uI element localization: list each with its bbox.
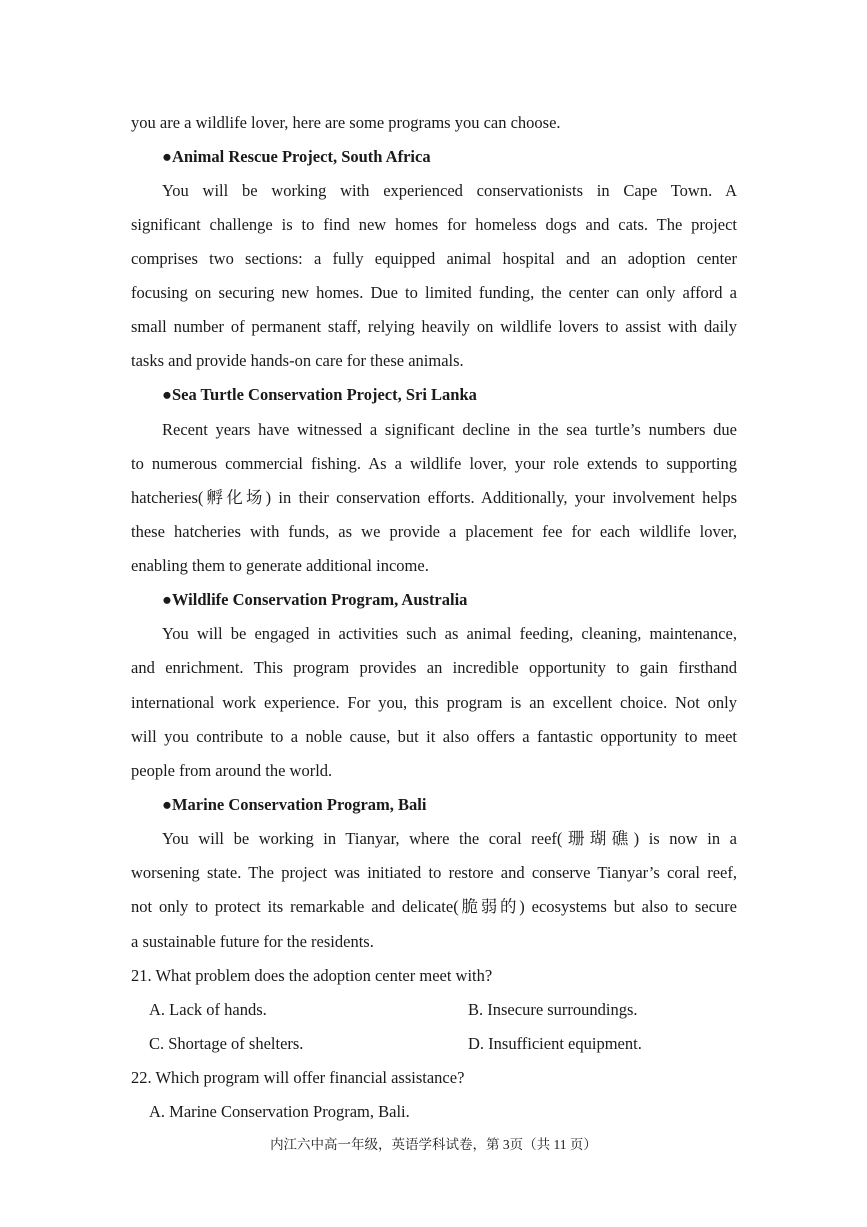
question-21-option-d: D. Insufficient equipment.	[468, 1034, 642, 1053]
paragraph-line: worsening state. The project was initiated to restore and conserve Tianyar’s coral reef,	[131, 863, 737, 882]
paragraph-line: will you contribute to a noble cause, but it also offers a fantastic opportunity to meet	[131, 727, 737, 746]
section-heading-wildlife-conservation: ●Wildlife Conservation Program, Australia	[162, 590, 468, 609]
page-footer: 内江六中高一年级，英语学科试卷，第 3页（共 11 页）	[270, 1137, 597, 1152]
paragraph-line: international work experience. For you, this program is an excellent choice. Not only	[131, 693, 737, 712]
section-heading-marine-conservation: ●Marine Conservation Program, Bali	[162, 795, 427, 814]
paragraph-line: enabling them to generate additional income.	[131, 556, 429, 575]
question-22-option-a: A. Marine Conservation Program, Bali.	[149, 1102, 410, 1121]
intro-line: you are a wildlife lover, here are some programs you can choose.	[131, 113, 561, 132]
paragraph-line: these hatcheries with funds, as we provide a placement fee for each wildlife lover,	[131, 522, 737, 541]
paragraph-line: and enrichment. This program provides an incredible opportunity to gain firsthand	[131, 658, 737, 677]
paragraph-line: people from around the world.	[131, 761, 333, 780]
question-21: 21. What problem does the adoption center meet with?	[131, 966, 493, 985]
paragraph-line: to numerous commercial fishing. As a wildlife lover, your role extends to supporting	[131, 454, 737, 473]
paragraph-line: a sustainable future for the residents.	[131, 932, 374, 951]
paragraph-line: comprises two sections: a fully equipped animal hospital and an adoption center	[131, 249, 737, 268]
question-22: 22. Which program will offer financial assistance?	[131, 1068, 465, 1087]
paragraph-line: focusing on securing new homes. Due to limited funding, the center can only afford a	[131, 283, 737, 302]
question-21-option-a: A. Lack of hands.	[149, 1000, 267, 1019]
paragraph-line: You will be engaged in activities such as animal feeding, cleaning, maintenance,	[162, 624, 737, 643]
paragraph-line: tasks and provide hands-on care for these animals.	[131, 351, 464, 370]
section-heading-animal-rescue: ●Animal Rescue Project, South Africa	[162, 147, 431, 166]
question-21-option-b: B. Insecure surroundings.	[468, 1000, 638, 1019]
question-21-option-c: C. Shortage of shelters.	[149, 1034, 304, 1053]
paragraph-line: significant challenge is to find new homes for homeless dogs and cats. The project	[131, 215, 737, 234]
paragraph-line: You will be working in Tianyar, where the coral reef(珊瑚礁) is now in a	[162, 829, 737, 848]
section-heading-sea-turtle: ●Sea Turtle Conservation Project, Sri Lanka	[162, 385, 477, 404]
paragraph-line: hatcheries(孵化场) in their conservation efforts. Additionally, your involvement helps	[131, 488, 737, 507]
paragraph-line: not only to protect its remarkable and delicate(脆弱的) ecosystems but also to secure	[131, 897, 737, 916]
paragraph-line: small number of permanent staff, relying heavily on wildlife lovers to assist with daily	[131, 317, 737, 336]
paragraph-line: Recent years have witnessed a significant decline in the sea turtle’s numbers due	[162, 420, 737, 439]
paragraph-line: You will be working with experienced conservationists in Cape Town. A	[162, 181, 737, 200]
